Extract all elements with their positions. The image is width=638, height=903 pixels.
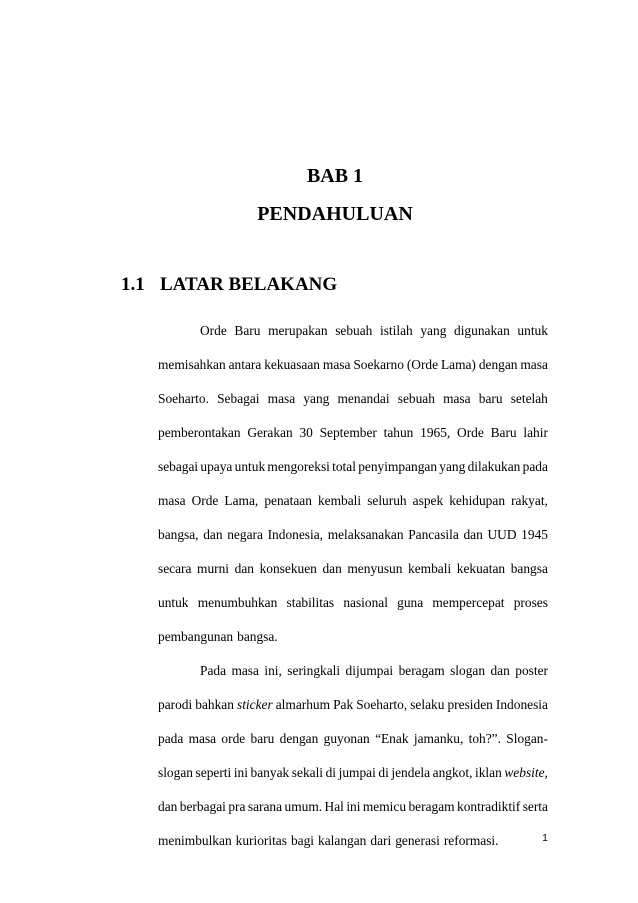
word: sebuah (335, 323, 373, 338)
word: mengoreksi (267, 459, 330, 474)
word: sarana (247, 799, 283, 814)
word: seperti (195, 765, 232, 780)
word: Slogan- (506, 731, 548, 746)
word: rakyat, (511, 493, 548, 508)
word: seringkali (287, 663, 341, 678)
word: proses (513, 595, 548, 610)
word: kurioritas (235, 833, 287, 848)
word: penataan (264, 493, 312, 508)
word: sebuah (397, 391, 435, 406)
word: di (378, 765, 389, 780)
word: lahir (523, 425, 548, 440)
word: poster (515, 663, 548, 678)
text-line (158, 832, 548, 866)
word: kehidupan (449, 493, 506, 508)
section-heading (121, 274, 337, 296)
word: dengan (478, 357, 518, 372)
word: masa (322, 357, 351, 372)
text-line (158, 322, 548, 356)
word: negara (227, 527, 263, 542)
word: jendela (391, 765, 431, 780)
word: Lama) (440, 357, 476, 372)
chapter-title: PENDAHULUAN (257, 203, 413, 225)
text-line (158, 390, 548, 424)
text-line (158, 696, 548, 730)
word: UUD (487, 527, 517, 542)
word: berbagai (179, 799, 226, 814)
word: beragam (408, 799, 455, 814)
word: masa (443, 391, 471, 406)
word: jamanku, (413, 731, 464, 746)
word: ini (233, 765, 248, 780)
word: seluruh (367, 493, 407, 508)
word: kekuatan (456, 561, 506, 576)
word: yang (303, 391, 330, 406)
word: 30 (299, 425, 313, 440)
word: aspek (412, 493, 444, 508)
word: generasi (395, 833, 440, 848)
word: istilah (380, 323, 413, 338)
word: bangsa (510, 561, 548, 576)
word: kalangan (318, 833, 367, 848)
word: Orde (191, 493, 219, 508)
text-line (158, 492, 548, 526)
word: Baru (234, 323, 261, 338)
text-line (158, 594, 548, 628)
word: 1945 (521, 527, 548, 542)
word: almarhum (275, 697, 331, 712)
word: memicu (362, 799, 407, 814)
word: Pancasila (408, 527, 459, 542)
chapter-number: BAB 1 (306, 165, 364, 187)
word: upaya (200, 459, 233, 474)
word: website, (504, 765, 548, 780)
text-line (158, 356, 548, 390)
word: antara (228, 357, 262, 372)
word: presiden (447, 697, 493, 712)
word: tahun (383, 425, 414, 440)
word: September (319, 425, 377, 440)
word: untuk (234, 459, 266, 474)
word: Indonesia (495, 697, 548, 712)
word: setelah (510, 391, 548, 406)
word: Lama, (224, 493, 259, 508)
word: untuk (158, 595, 189, 610)
word: masa (231, 663, 259, 678)
word: Soeharto, (356, 697, 408, 712)
word: kembali (408, 561, 452, 576)
word: menandai (337, 391, 390, 406)
word: menimbulkan (158, 833, 232, 848)
word: pemberontakan (158, 425, 241, 440)
word: pra (228, 799, 246, 814)
word: kontradiktif (457, 799, 521, 814)
word: Indonesia, (267, 527, 324, 542)
text-line (158, 764, 548, 798)
word: sekali (291, 765, 324, 780)
word: merupakan (268, 323, 328, 338)
word: konsekuen (259, 561, 317, 576)
word: menumbuhkan (197, 595, 278, 610)
word: dan (463, 527, 483, 542)
word: kembali (317, 493, 362, 508)
word: Pak (333, 697, 354, 712)
word: pembangunan (158, 629, 234, 644)
word: bahkan (195, 697, 234, 712)
word: pada (158, 731, 184, 746)
word: dengan (279, 731, 319, 746)
word: bangsa. (237, 629, 278, 644)
word: jumpai (338, 765, 376, 780)
word: yang (439, 459, 466, 474)
word: ini (346, 799, 361, 814)
word: parodi (158, 697, 193, 712)
word: masa (520, 357, 548, 372)
word: dilakukan (467, 459, 521, 474)
word: memisahkan (158, 357, 226, 372)
word: Pada (200, 663, 227, 678)
section-number: 1.1 (121, 274, 145, 295)
text-line (158, 798, 548, 832)
word: masa (267, 391, 296, 406)
word: bangsa, (158, 527, 199, 542)
word: di (325, 765, 337, 780)
word: melaksanakan (327, 527, 404, 542)
word: masa (158, 493, 186, 508)
word: Hal (324, 799, 344, 814)
word: kekuasaan (264, 357, 320, 372)
word: sticker (236, 697, 273, 712)
word: dari (370, 833, 392, 848)
word: baru (478, 391, 503, 406)
word: mempercepat (432, 595, 505, 610)
word: untuk (517, 323, 548, 338)
word: penyimpangan (358, 459, 438, 474)
word: stabilitas (286, 595, 335, 610)
text-line (158, 662, 548, 696)
word: dan (158, 799, 178, 814)
word: guyonan (323, 731, 370, 746)
word: “Enak (375, 731, 409, 746)
word: (Orde (406, 357, 439, 372)
word: masa (188, 731, 217, 746)
word: nasional (343, 595, 388, 610)
word: pada (522, 459, 548, 474)
word: Gerakan (247, 425, 293, 440)
word: dan (322, 561, 342, 576)
word: Soekarno (353, 357, 404, 372)
word: guna (397, 595, 424, 610)
word: dan (234, 561, 254, 576)
word: 1965, (420, 425, 451, 440)
word: slogan (450, 663, 486, 678)
word: Baru (490, 425, 517, 440)
word: Sebagai (217, 391, 260, 406)
word: secara (158, 561, 192, 576)
word: beragam (398, 663, 445, 678)
word: bagi (290, 833, 315, 848)
word: dijumpai (345, 663, 394, 678)
text-line (158, 560, 548, 594)
word: iklan (475, 765, 502, 780)
word: slogan (158, 765, 193, 780)
word: banyak (250, 765, 290, 780)
word: dan (490, 663, 510, 678)
word: umum. (284, 799, 323, 814)
word: sebagai (158, 459, 199, 474)
text-line (158, 730, 548, 764)
word: murni (197, 561, 230, 576)
word: Orde (200, 323, 227, 338)
word: dan (203, 527, 223, 542)
text-line (158, 526, 548, 560)
word: angkot, (432, 765, 473, 780)
word: menyusun (347, 561, 403, 576)
page-number: 1 (542, 833, 548, 844)
section-title: LATAR BELAKANG (160, 274, 338, 295)
word: toh?”. (468, 731, 501, 746)
word: baru (250, 731, 275, 746)
word: reformasi. (443, 833, 499, 848)
text-line (158, 458, 548, 492)
body-text (158, 322, 548, 866)
word: selaku (410, 697, 445, 712)
text-line (158, 628, 548, 662)
word: digunakan (454, 323, 510, 338)
word: total (332, 459, 356, 474)
word: yang (420, 323, 447, 338)
word: serta (522, 799, 548, 814)
word: Soeharto. (158, 391, 209, 406)
word: orde (221, 731, 246, 746)
word: ini, (264, 663, 282, 678)
text-line (158, 424, 548, 458)
word: Orde (457, 425, 484, 440)
